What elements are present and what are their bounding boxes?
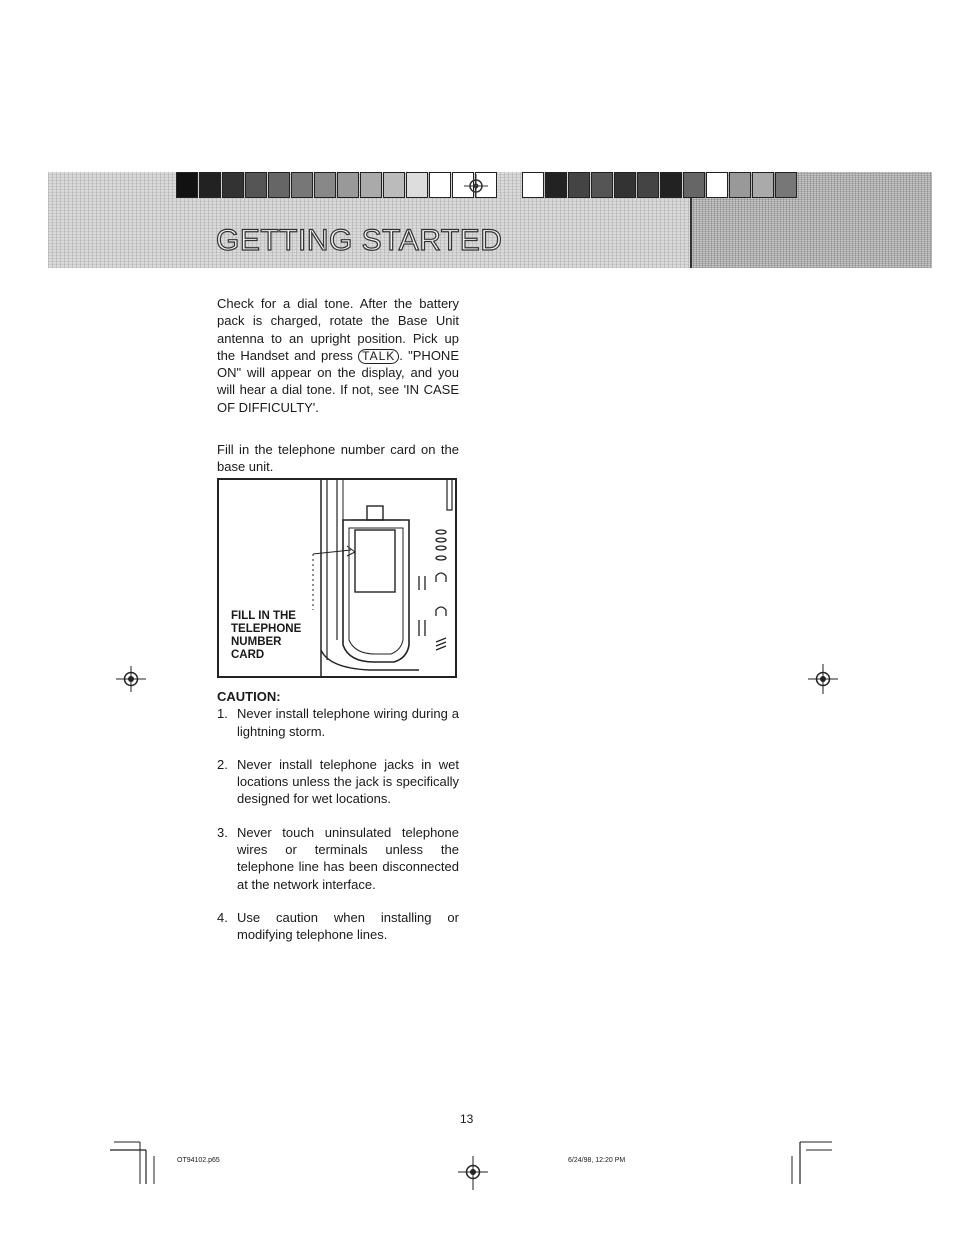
caution-list: [217, 705, 459, 943]
figure-label-line: NUMBER: [231, 636, 282, 648]
item-text: Never install telephone jacks in wet locations unless the jack is specifically designed for wet locations.: [237, 756, 459, 807]
registration-mark-icon: [116, 664, 146, 694]
item-text: Never install telephone wiring during a lightning storm.: [237, 706, 459, 739]
list-item: [217, 705, 459, 740]
paragraph1-part2: . "PHONE ON" will appear on the display, and you will hear a dial tone. If not, see 'IN CASE OF DIFFICULTY'.: [217, 347, 459, 415]
item-number: 1.: [217, 706, 228, 722]
crop-mark-icon: [110, 1138, 160, 1188]
number-card-instructions: [217, 441, 459, 476]
caution-heading: CAUTION:: [217, 689, 281, 704]
footer-file-name: OT94102.p65: [177, 1157, 220, 1164]
paragraph2: Fill in the telephone number card on the base unit.: [217, 442, 459, 475]
list-item: [217, 824, 459, 893]
item-number: 4.: [217, 909, 228, 925]
item-number: 2.: [217, 756, 228, 772]
dial-tone-instructions: [217, 295, 459, 416]
list-item: [217, 756, 459, 808]
registration-mark-icon: [458, 1156, 488, 1190]
talk-key: TALK: [358, 349, 399, 364]
crop-mark-icon: [786, 1138, 836, 1188]
base-unit-illustration: [217, 478, 457, 678]
list-item: [217, 909, 459, 944]
figure-label-line: TELEPHONE: [231, 623, 302, 635]
item-number: 3.: [217, 824, 228, 840]
registration-mark-icon: [808, 664, 838, 694]
caution-section: [217, 688, 459, 944]
page-number: 13: [460, 1112, 474, 1126]
footer-timestamp: 6/24/98, 12:20 PM: [568, 1157, 626, 1164]
page-title: GETTING STARTED: [216, 224, 503, 257]
paragraph1-part1: Check for a dial tone. After the battery pack is charged, rotate the Base Unit antenna to an upright position. Pick up the Handset and press: [217, 296, 459, 363]
header-band: [48, 172, 932, 268]
registration-mark-icon: [464, 174, 488, 198]
item-text: Never touch uninsulated telephone wires or terminals unless the telephone line has been disconnected at the network interface.: [237, 824, 459, 892]
figure-label-line: CARD: [231, 649, 265, 661]
figure-label-line: FILL IN THE: [231, 610, 296, 622]
color-bar-right: [522, 172, 798, 198]
color-bar-left: [176, 172, 498, 198]
item-text: Use caution when installing or modifying telephone lines.: [237, 909, 459, 943]
figure-label: [231, 610, 321, 662]
